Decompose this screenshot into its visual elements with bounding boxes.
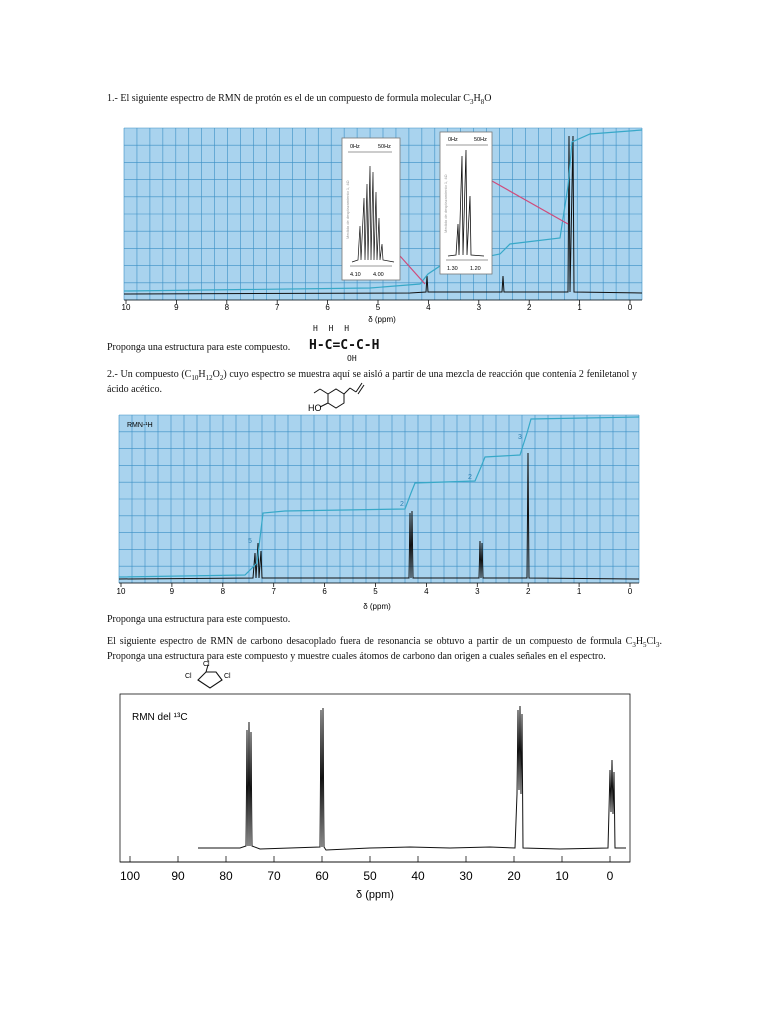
spectrum-3-tick-100: 100: [119, 869, 141, 883]
q1-answer-label: Proponga una estructura para este compuesto.: [107, 342, 291, 353]
q3-cl-a: Cl: [185, 673, 192, 680]
inset-left-hz0: 0Hz: [350, 144, 360, 150]
spectrum-3-tick-30: 30: [459, 869, 473, 883]
spectrum-2-tick-8: 8: [220, 587, 226, 596]
spectrum-3-tick-80: 80: [219, 869, 233, 883]
spectrum-3-tick-10: 10: [555, 869, 569, 883]
spectrum-2-tick-3: 3: [475, 587, 480, 596]
inset-right: [440, 132, 492, 274]
inset-right-hz0: 0Hz: [448, 137, 458, 143]
spectrum-2-tick-7: 7: [271, 587, 276, 596]
inset-left: [342, 138, 400, 280]
spectrum-1-xlabel: δ (ppm): [368, 315, 396, 324]
svg-text:Medida de desplazamiento 1, 4Ω: Medida de desplazamiento 1, 4Ω: [345, 180, 350, 239]
spectrum-3-tick-60: 60: [315, 869, 329, 883]
q2-struct-ho: HO: [308, 403, 322, 413]
spectrum-2-tick-6: 6: [322, 587, 327, 596]
spectrum-3-tick-50: 50: [363, 869, 377, 883]
inset-right-hz50: 50Hz: [474, 137, 487, 143]
q1-statement: 1.- El siguiente espectro de RMN de protón es el de un compuesto de formula molecular $C_3H_8O$: [107, 93, 492, 106]
svg-text:Medida de desplazamiento 1, 4Ω: Medida de desplazamiento 1, 4Ω: [443, 174, 448, 233]
q1-struct-h: H H H: [313, 324, 353, 333]
inset-left-hz50: 50Hz: [378, 144, 391, 150]
spectrum-1-tick-4: 4: [426, 303, 431, 312]
spectrum-2-tick-2: 2: [525, 587, 531, 596]
spectrum-2-tick-4: 4: [424, 587, 429, 596]
inset-left-tick-b: 4.00: [373, 272, 384, 278]
spectrum-1-tick-1: 1: [577, 303, 582, 312]
spectrum-3-tick-40: 40: [411, 869, 425, 883]
q1-struct-oh: OH: [347, 354, 357, 363]
spectrum-1-tick-8: 8: [224, 303, 230, 312]
spectrum-1-tick-5: 5: [375, 303, 381, 312]
spectrum-3-tick-0: 0: [606, 869, 614, 883]
integral-label-2: 2: [400, 501, 404, 508]
inset-right-tick-a: 1.30: [447, 266, 458, 272]
q3-cl-b: Cl: [203, 661, 210, 668]
spectrum-2-tick-5: 5: [373, 587, 378, 596]
spectrum-2-title: RMN-¹H: [127, 422, 153, 429]
spectrum-1-tick-2: 2: [526, 303, 532, 312]
spectrum-1-tick-9: 9: [174, 303, 179, 312]
integral-label-4: 3: [518, 434, 522, 441]
spectrum-2-tick-9: 9: [169, 587, 175, 596]
spectrum-1: [120, 126, 645, 326]
spectrum-3-tick-90: 90: [171, 869, 185, 883]
spectrum-2-tick-0: 0: [627, 587, 633, 596]
spectrum-1-tick-10: 10: [121, 303, 131, 312]
q2-statement: 2.- Un compuesto $(C_{10}H_{12}O_2)$ cuyo espectro se muestra aquí se aisló a partir de una mezcla de reacción que contenía 2 feniletanol y ácido acético.: [107, 369, 637, 395]
spectrum-3-tick-20: 20: [507, 869, 521, 883]
q2-answer-label: Proponga una estructura para este compuesto.: [107, 614, 291, 625]
spectrum-1-tick-7: 7: [274, 303, 280, 312]
spectrum-1-tick-0: 0: [627, 303, 633, 312]
spectrum-2-tick-1: 1: [576, 587, 582, 596]
q3-structure: [180, 660, 240, 694]
inset-left-tick-a: 4.10: [350, 272, 361, 278]
inset-right-tick-b: 1.20: [470, 266, 481, 272]
q3-cl-c: Cl: [224, 673, 231, 680]
spectrum-2-tick-10: 10: [116, 587, 126, 596]
q2-structure: [300, 380, 370, 414]
spectrum-3-tick-70: 70: [267, 869, 281, 883]
spectrum-2: [115, 413, 645, 613]
spectrum-3: [110, 690, 640, 905]
integral-label-1: 5: [248, 538, 252, 545]
spectrum-1-tick-3: 3: [476, 303, 482, 312]
spectrum-1-tick-6: 6: [325, 303, 330, 312]
spectrum-3-title: RMN del ¹³C: [132, 712, 188, 723]
spectrum-3-xlabel: δ (ppm): [356, 889, 394, 901]
integral-label-3: 2: [468, 474, 472, 481]
q1-struct-chain: H-C=C-C-H: [309, 338, 380, 353]
q3-statement: El siguiente espectro de RMN de carbono desacoplado fuera de resonancia se obtuvo a partir de un compuesto de formula $C_3H_5Cl_3$. Proponga una estructura para este compuesto y muestre cuales átomos de carbono dan origen a cuales señales en el espectro.: [107, 636, 662, 662]
spectrum-2-xlabel: δ (ppm): [363, 602, 391, 611]
